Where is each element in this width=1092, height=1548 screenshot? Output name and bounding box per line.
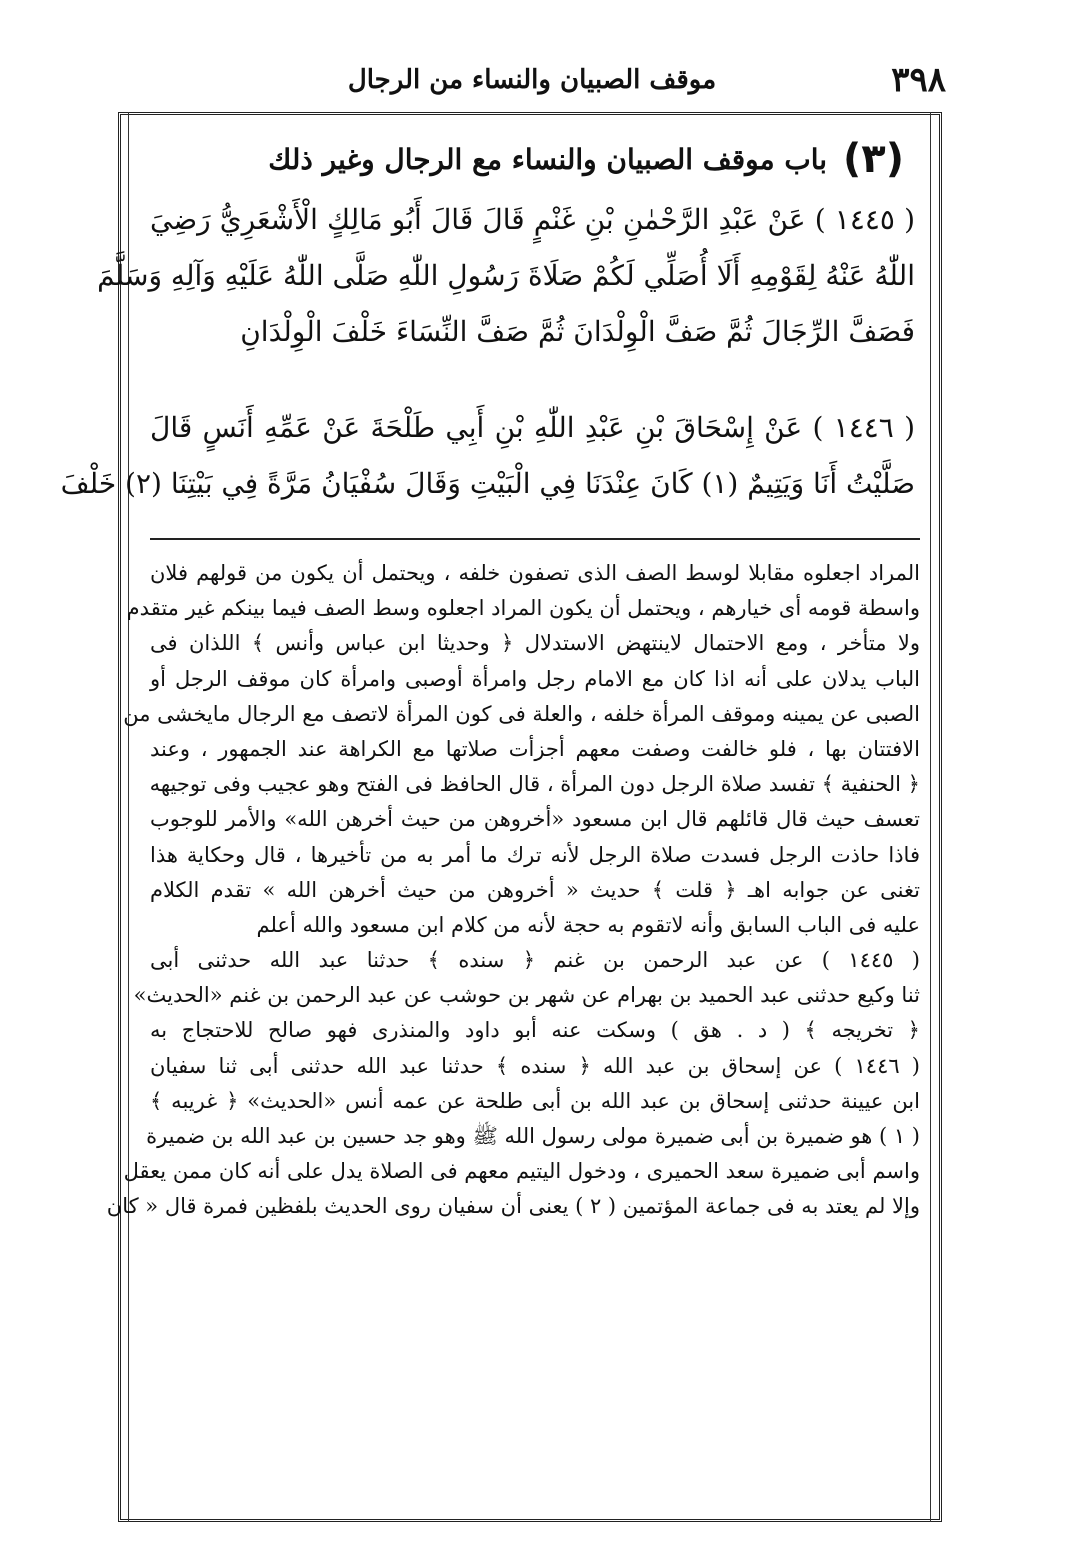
hadith-line: صَلَّيْتُ أَنَا وَيَتِيمٌ (١) كَانَ عِنْدَنَا فِي الْبَيْتِ وَقَالَ سُفْيَانُ مَرَّةً فِي بَيْتِنَا (٢) خَلْفَ [60,467,915,500]
chapter-title: باب موقف الصبيان والنساء مع الرجال وغير ذلك [268,142,828,176]
commentary-line: ( ١٤٤٦ ) عن إسحاق بن عبد الله ﴿ سنده ﴾ حدثنا عبد الله حدثنى أبى ثنا سفيان [150,1053,920,1078]
hadith-line: ( ١٤٤٦ ) عَنْ إِسْحَاقَ بْنِ عَبْدِ اللّٰهِ بْنِ أَبِي طَلْحَةَ عَنْ عَمِّهِ أَنَسٍ قَالَ [150,411,916,444]
hadith-line: اللّٰهُ عَنْهُ لِقَوْمِهِ أَلَا أُصَلِّي لَكُمْ صَلَاةَ رَسُولِ اللّٰهِ صَلَّى اللّٰهُ عَلَيْهِ وَآلِهِ وَسَلَّمَ [97,259,915,292]
running-header [118,58,946,102]
chapter-heading [150,128,910,190]
commentary-line: تعسف حيث قال قائلهم قال ابن مسعود «أخروهن من حيث أخرهن الله» والأمر للوجوب [150,807,920,832]
commentary-line: ابن عيينة حدثنى إسحاق بن عبد الله بن أبى طلحة عن عمه أنس «الحديث» ﴿ غريبه ﴾ [150,1088,920,1113]
hadith-1446 [60,400,916,512]
hadith-line: ( ١٤٤٥ ) عَنْ عَبْدِ الرَّحْمٰنِ بْنِ غَنْمٍ قَالَ قَالَ أَبُو مَالِكٍ الْأَشْعَرِيُّ رَضِيَ [150,203,915,236]
frame-rule-right [930,112,931,1522]
commentary-line: المراد اجعلوه مقابلا لوسط الصف الذى تصفون خلفه ، ويحتمل أن يكون من قولهم فلان [150,561,920,585]
chapter-number: (٣) [843,136,904,182]
commentary-line: ( ١٤٤٥ ) عن عبد الرحمن بن غنم ﴿ سنده ﴾ حدثنا عبد الله حدثنى أبى [150,948,920,973]
commentary-line: الافتتان بها ، فلو خالفت وصفت معهم أجزأت صلاتها مع الكراهة عند الجمهور ، وعند [150,736,920,761]
commentary-line: ثنا وكيع حدثنى عبد الحميد بن بهرام عن شهر بن حوشب عن عبد الرحمن بن غنم «الحديث» [133,983,920,1008]
commentary [106,556,920,1225]
commentary-line: ولا متأخر ، ومع الاحتمال لاينتهض الاستدلال ﴿ وحديثا ابن عباس وأنس ﴾ اللذان فى [150,631,920,656]
hadith-line: فَصَفَّ الرِّجَالَ ثُمَّ صَفَّ الْوِلْدَانَ ثُمَّ صَفَّ النِّسَاءَ خَلْفَ الْوِلْدَانِ [240,315,915,348]
running-title: موقف الصبيان والنساء من الرجال [347,65,717,95]
frame-rule-left [128,112,129,1522]
commentary-line: ( ١ ) هو ضميرة بن أبى ضميرة مولى رسول الله ﷺ وهو جد حسين بن عبد الله بن ضميرة [146,1124,920,1148]
commentary-line: واسم أبى ضميرة سعد الحميرى ، ودخول اليتيم معهم فى الصلاة يدل على أنه كان ممن يعقل [123,1159,920,1184]
commentary-line: واسطة قومه أى خيارهم ، ويحتمل أن يكون المراد اجعلوه وسط الصف فيما بينكم غير متقدم [126,596,920,621]
page-number: ٣٩٨ [891,60,946,100]
footnote-separator [150,538,920,540]
hadith-1445 [97,192,915,360]
commentary-line: الصبى عن يمينه وموقف المرأة خلفه ، والعلة فى كون المرأة لاتصف مع الرجال مايخشى من [123,701,920,726]
commentary-line: عليه فى الباب السابق وأنه لاتقوم به حجة لأنه من كلام ابن مسعود والله أعلم [256,912,920,937]
commentary-line: الباب يدلان على أنه اذا كان مع الامام رجل وامرأة أوصبى وامرأة كان موقف الرجل أو [150,666,920,691]
commentary-line: وإلا لم يعتد به فى جماعة المؤتمين ( ٢ ) يعنى أن سفيان روى الحديث بلفظين فمرة قال « كان [106,1194,920,1219]
commentary-line: ﴿ تخريجه ﴾ ( د . هق ) وسكت عنه أبو داود والمنذرى فهو صالح للاحتجاج به [150,1018,920,1043]
commentary-line: ﴿ الحنفية ﴾ تفسد صلاة الرجل دون المرأة ، قال الحافظ فى الفتح وهو عجيب وفى توجيهه [149,772,920,797]
commentary-line: تغنى عن جوابه اهـ ﴿ قلت ﴾ حديث « أخروهن من حيث أخرهن الله » تقدم الكلام [150,877,920,902]
commentary-line: فاذا حاذت الرجل فسدت صلاة الرجل لأنه ترك ما أمر به من تأخيرها ، قال وحكاية هذا [150,842,920,867]
